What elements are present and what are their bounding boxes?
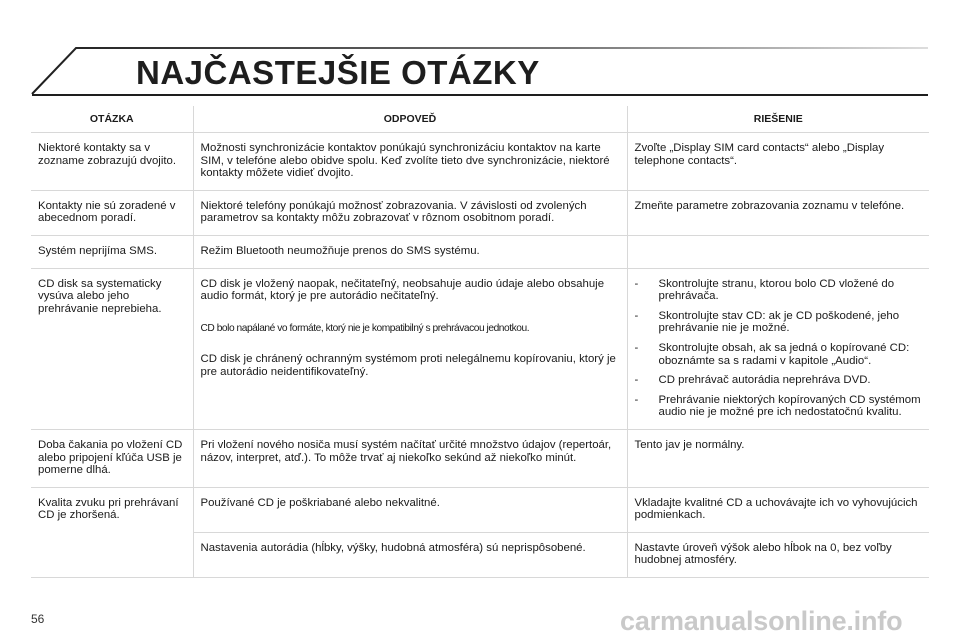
dash-bullet: -	[634, 341, 639, 354]
list-item: - Skontrolujte stav CD: ak je CD poškodené, jeho prehrávanie nie je možné.	[634, 309, 900, 335]
answer-cell: Režim Bluetooth neumožňuje prenos do SMS systému.	[193, 235, 627, 268]
answer-cell: Pri vložení nového nosiča musí systém načítať určité množstvo údajov (repertoár, názov, interpret, atď.). To môže trvať aj niekoľko sekúnd až niekoľko minút.	[193, 429, 627, 487]
table-header-row	[31, 106, 929, 133]
watermark: carmanualsonline.info	[620, 606, 903, 636]
answer-cell	[193, 268, 627, 429]
answer-cell: Možnosti synchronizácie kontaktov ponúkajú synchronizáciu kontaktov na karte SIM, v telefóne alebo obidve spolu. Keď zvolíte tieto dve synchronizácie, niektoré kontakty môžete vidieť dvojito.	[193, 133, 627, 191]
answer-cell: Nastavenia autorádia (hĺbky, výšky, hudobná atmosféra) sú neprispôsobené.	[193, 532, 627, 577]
list-item: - Skontrolujte obsah, ak sa jedná o kopírované CD: oboznámte sa s radami v kapitole „Audio“.	[634, 341, 910, 367]
page-number: 56	[31, 612, 45, 626]
table-row	[31, 133, 929, 191]
table-row	[31, 190, 929, 235]
solution-cell: Nastavte úroveň výšok alebo hĺbok na 0, bez voľby hudobnej atmosféry.	[627, 532, 929, 577]
answer-text-3: CD disk je chránený ochranným systémom proti nelegálnemu kopírovaniu, ktorý je pre autorádio neidentifikovateľný.	[200, 353, 616, 378]
table-row	[31, 268, 929, 429]
dash-bullet: -	[634, 309, 639, 322]
question-cell: Niektoré kontakty sa v zozname zobrazujú dvojito.	[31, 133, 193, 191]
answer-text-2: CD bolo napálané vo formáte, ktorý nie je kompatibilný s prehrávacou jednotkou.	[200, 322, 530, 334]
header-answer: ODPOVEĎ	[193, 106, 627, 133]
solution-cell	[627, 235, 929, 268]
table-row	[31, 235, 929, 268]
solution-cell: Tento jav je normálny.	[627, 429, 929, 487]
dash-bullet: -	[634, 277, 639, 290]
page-title: NAJČASTEJŠIE OTÁZKY	[136, 54, 540, 91]
header-question: OTÁZKA	[31, 106, 193, 133]
dash-bullet: -	[634, 374, 639, 387]
answer-cell: Niektoré telefóny ponúkajú možnosť zobrazovania. V závislosti od zvolených parametrov sa kontakty môžu zobrazovať v rôznom osobitnom poradí.	[193, 190, 627, 235]
faq-table	[31, 106, 929, 578]
answer-text-1: CD disk je vložený naopak, nečitateľný, neobsahuje audio údaje alebo obsahuje audio formát, ktorý je pre autorádio nečitateľný.	[200, 277, 605, 303]
list-item: - Prehrávanie niektorých kopírovaných CD systémom audio nie je možné pre ich nedostatočnú kvalitu.	[634, 393, 921, 419]
dash-bullet: -	[634, 393, 639, 406]
list-item: - CD prehrávač autorádia neprehráva DVD.	[634, 374, 871, 387]
table-row	[31, 487, 929, 532]
question-cell: Kvalita zvuku pri prehrávaní CD je zhoršená.	[31, 487, 193, 577]
solution-cell	[627, 268, 929, 429]
list-item: - Skontrolujte stranu, ktorou bolo CD vložené do prehrávača.	[634, 277, 895, 303]
question-cell: CD disk sa systematicky vysúva alebo jeho prehrávanie neprebieha.	[31, 268, 193, 429]
header-solution: RIEŠENIE	[627, 106, 929, 133]
answer-cell: Používané CD je poškriabané alebo nekvalitné.	[193, 487, 627, 532]
solution-cell: Zmeňte parametre zobrazovania zoznamu v telefóne.	[627, 190, 929, 235]
solution-cell: Zvoľte „Display SIM card contacts“ alebo „Display telephone contacts“.	[627, 133, 929, 191]
solution-cell: Vkladajte kvalitné CD a uchovávajte ich vo vyhovujúcich podmienkach.	[627, 487, 929, 532]
solution-list	[635, 278, 923, 419]
table-row	[31, 429, 929, 487]
question-cell: Doba čakania po vložení CD alebo pripojení kľúča USB je pomerne dlhá.	[31, 429, 193, 487]
question-cell: Kontakty nie sú zoradené v abecednom poradí.	[31, 190, 193, 235]
question-cell: Systém neprijíma SMS.	[31, 235, 193, 268]
